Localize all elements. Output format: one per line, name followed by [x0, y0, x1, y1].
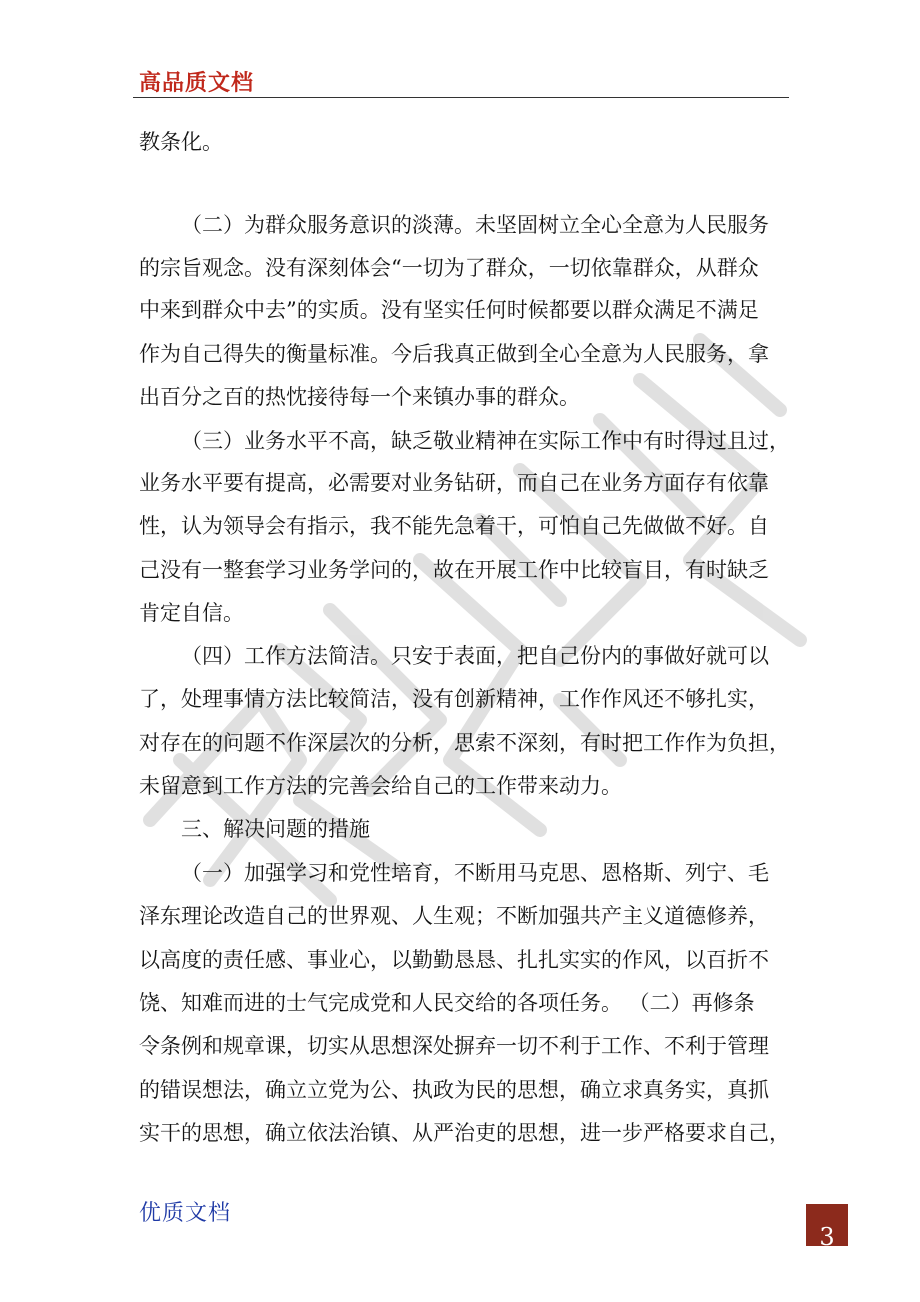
footer-title: 优质文档 — [139, 1201, 232, 1226]
body-line: 实干的思想，确立依法治镇、从严治吏的思想，进一步严格要求自己， — [139, 1121, 790, 1145]
body-line: （四）工作方法简洁。只安于表面，把自己份内的事做好就可以 — [181, 644, 769, 668]
body-line: 未留意到工作方法的完善会给自己的工作带来动力。 — [139, 774, 622, 798]
body-line: 中来到群众中去”的实质。没有坚实任何时候都要以群众满足不满足 — [139, 298, 759, 322]
body-line: （三）业务水平不高，缺乏敬业精神在实际工作中有时得过且过， — [181, 429, 790, 453]
body-line: 性，认为领导会有指示，我不能先急着干，可怕自己先做做不好。自 — [139, 514, 769, 538]
body-line: 出百分之百的热忱接待每一个来镇办事的群众。 — [139, 385, 580, 409]
header-title: 高品质文档 — [139, 71, 255, 96]
body-line: 作为自己得失的衡量标准。今后我真正做到全心全意为人民服务，拿 — [139, 342, 769, 366]
body-line: 三、解决问题的措施 — [181, 817, 370, 841]
body-line: （二）为群众服务意识的淡薄。未坚固树立全心全意为人民服务 — [181, 213, 769, 237]
body-line: 教条化。 — [139, 130, 223, 154]
body-line: 对存在的问题不作深层次的分析，思索不深刻，有时把工作作为负担， — [139, 731, 790, 755]
body-line: 业务水平要有提高，必需要对业务钻研，而自己在业务方面存有依靠 — [139, 471, 769, 495]
header-divider — [133, 97, 789, 98]
body-line: 令条例和规章课，切实从思想深处摒弃一切不利于工作、不利于管理 — [139, 1034, 769, 1058]
body-line: 了，处理事情方法比较简洁，没有创新精神，工作作风还不够扎实， — [139, 687, 769, 711]
body-line: 的宗旨观念。没有深刻体会“一切为了群众，一切依靠群众，从群众 — [139, 256, 759, 280]
body-line: 己没有一整套学习业务学问的，故在开展工作中比较盲目，有时缺乏 — [139, 558, 769, 582]
body-line: 饶、知难而进的士气完成党和人民交给的各项任务。 （二）再修条 — [139, 991, 755, 1015]
body-line: 肯定自信。 — [139, 601, 244, 625]
body-line: 泽东理论改造自己的世界观、人生观；不断加强共产主义道德修养， — [139, 904, 769, 928]
body-line: 的错误想法，确立立党为公、执政为民的思想，确立求真务实，真抓 — [139, 1078, 769, 1102]
body-line: 以高度的责任感、事业心，以勤勤恳恳、扎扎实实的作风，以百折不 — [139, 948, 769, 972]
body-line: （一）加强学习和党性培育，不断用马克思、恩格斯、列宁、毛 — [181, 861, 769, 885]
page-number-badge: 3 — [806, 1204, 848, 1246]
